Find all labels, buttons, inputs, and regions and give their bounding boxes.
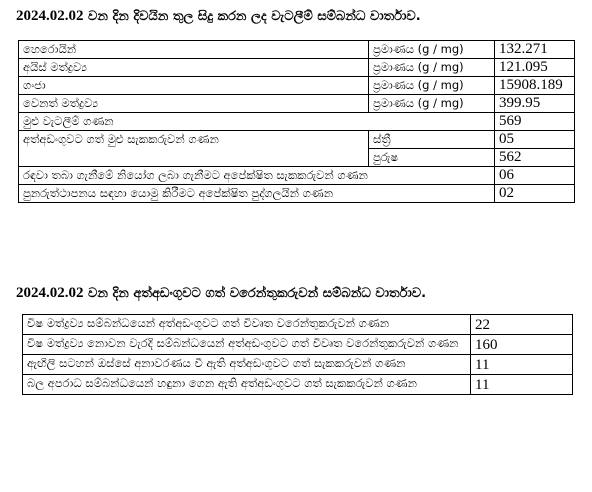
section1-date: 2024.02.02 [16,8,84,24]
detention-value: 06 [495,167,575,185]
table-row [23,315,573,335]
rehab-value: 02 [495,185,575,203]
warrants-table [22,314,573,395]
section2-title: වන දින අත්අඩංගුවට ගත් වරෙන්තුකරුවන් සම්බන්ධ වාර්තාව. [88,286,427,301]
raids-table [18,40,575,203]
drug-quantity: 399.95 [495,95,575,113]
drug-label: අයිස් මත්ද්‍රව්‍ය [19,59,369,77]
unit-label: ප්‍රමාණය (g / mg) [369,95,495,113]
female-value: 05 [495,131,575,149]
drug-quantity: 132.271 [495,41,575,59]
section2-date: 2024.02.02 [16,285,84,301]
drug-quantity: 121.095 [495,59,575,77]
table-row [19,167,575,185]
female-label: ස්ත්‍රී [369,131,495,149]
total-raids-label: මුළු වැටලීම් ගණන [19,113,495,131]
table-row [19,41,575,59]
arrested-label: අත්අඩංගුවට ගත් මුළු සැකකරුවන් ගණන [19,131,369,167]
warrant-label: විෂ මත්ද්‍රව්‍ය සම්බන්ධයෙන් අත්අඩංගුවට ගත් විවෘත වරෙන්තුකරුවන් ගණන [23,315,471,335]
table-row [19,77,575,95]
section1-title: වන දින දිවයින තුල සිදු කරන ලද වැටලීම් සම්බන්ධ වාර්තාව. [88,9,421,24]
warrant-label: විෂ මත්ද්‍රව්‍ය නොවන වැරදි සම්බන්ධයෙන් අත්අඩංගුවට ගත් විවෘත වරෙන්තුකරුවන් ගණන [23,335,471,355]
section1-heading [16,8,421,25]
table-row [19,113,575,131]
drug-label: වෙනත් මත්ද්‍රව්‍ය [19,95,369,113]
male-value: 562 [495,149,575,167]
table-row [19,185,575,203]
drug-quantity: 15908.189 [495,77,575,95]
unit-label: ප්‍රමාණය (g / mg) [369,59,495,77]
detention-label: රඳවා තබා ගැනීමේ නියෝග ලබා ගැනීමට අපේක්ෂිත සැකකරුවන් ගණන [19,167,495,185]
male-label: පුරුෂ [369,149,495,167]
unit-label: ප්‍රමාණය (g / mg) [369,77,495,95]
total-raids-value: 569 [495,113,575,131]
warrant-value: 11 [471,375,573,395]
table-row [23,355,573,375]
table-row [19,131,575,149]
warrant-label: බල අපරාධ සම්බන්ධයෙන් හඳුනා ගෙන ඇති අත්අඩංගුවට ගත් සැකකරුවන් ගණන [23,375,471,395]
warrant-value: 160 [471,335,573,355]
section2-heading [16,285,426,302]
drug-label: ගංජා [19,77,369,95]
warrant-value: 22 [471,315,573,335]
table-row [23,375,573,395]
table-row [19,95,575,113]
table-row [23,335,573,355]
table-row [19,59,575,77]
warrant-value: 11 [471,355,573,375]
rehab-label: පුනරුත්ථාපනය සඳහා යොමු කිරීමට අපේක්ෂිත පුද්ගලයින් ගණන [19,185,495,203]
warrant-label: ඇඟිලි සටහන් ඔස්සේ අනාවරණය වී ඇති අත්අඩංගුවට ගත් සැකකරුවන් ගණන [23,355,471,375]
drug-label: හෙරොයින් [19,41,369,59]
unit-label: ප්‍රමාණය (g / mg) [369,41,495,59]
